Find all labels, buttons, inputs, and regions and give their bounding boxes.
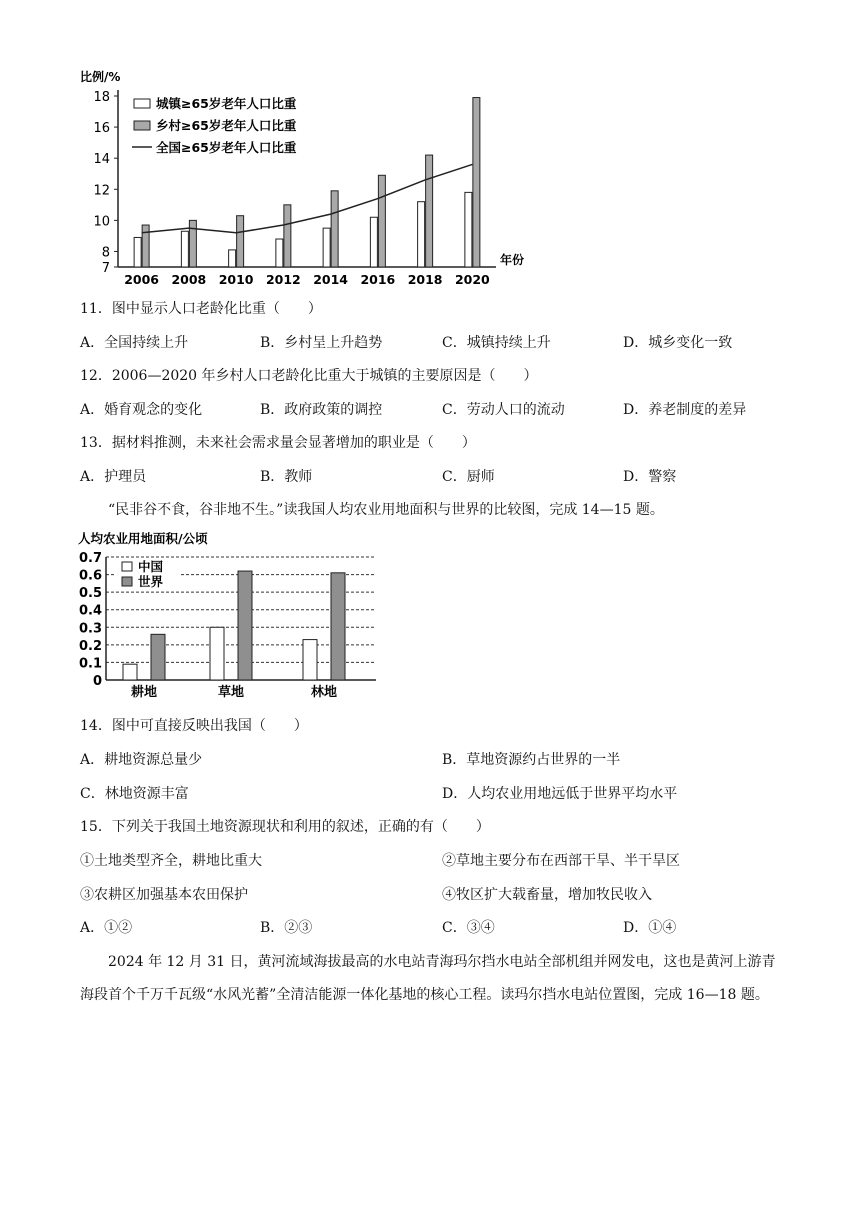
y-tick-label: 0.3 (78, 621, 102, 637)
legend-world-label: 世界 (138, 574, 164, 589)
q14-option-d[interactable]: D．人均农业用地远低于世界平均水平 (442, 786, 678, 802)
x-tick-label: 2012 (265, 272, 301, 287)
q13-stem: 13．据材料推测，未来社会需求量会显著增加的职业是（ ） (80, 435, 476, 451)
x-tick-label: 2018 (407, 272, 443, 287)
x-tick-label: 2016 (360, 272, 396, 287)
urban-bar (181, 231, 188, 267)
rural-bar (331, 191, 338, 267)
y-tick-label: 18 (93, 90, 110, 105)
x-tick-label: 林地 (310, 685, 338, 700)
urban-bar (418, 202, 425, 267)
chart2-y-axis-label: 人均农业用地面积/公顷 (78, 531, 208, 546)
q14-option-b[interactable]: B．草地资源约占世界的一半 (442, 752, 621, 768)
x-tick-label: 2010 (218, 272, 254, 287)
land-per-capita-chart (76, 530, 388, 702)
q12-stem: 12．2006—2020 年乡村人口老龄化比重大于城镇的主要原因是（ ） (80, 368, 538, 384)
urban-bar (134, 237, 141, 267)
q15-statement-4: ④牧区扩大载畜量，增加牧民收入 (442, 887, 652, 903)
rural-bar (426, 155, 433, 267)
x-tick-label: 2014 (313, 272, 349, 287)
y-tick-label: 14 (93, 152, 110, 168)
china-bar (210, 627, 224, 680)
q15-option-d[interactable]: D．①④ (623, 920, 677, 936)
legend-rural-swatch (134, 121, 150, 130)
q11-option-c[interactable]: C．城镇持续上升 (442, 335, 551, 351)
rural-bar (189, 220, 196, 267)
q14-stem: 14．图中可直接反映出我国（ ） (80, 718, 308, 734)
x-tick-label: 草地 (217, 685, 245, 700)
legend-china-label: 中国 (138, 559, 164, 574)
q11-option-b[interactable]: B．乡村呈上升趋势 (260, 335, 383, 351)
q13-option-a[interactable]: A．护理员 (80, 469, 147, 485)
intro-hydropower: 2024 年 12 月 31 日，黄河流域海拔最高的水电站青海玛尔挡水电站全部机组并网发电，这也是黄河上游青海段首个千万千瓦级“水风光蓄”全清洁能源一体化基地的核心工程。读玛尔挡水电站位置图，完成 16—18 题。 (80, 954, 776, 1003)
urban-bar (276, 239, 283, 267)
legend-urban-label: 城镇≥65岁老年人口比重 (156, 96, 297, 111)
urban-bar (229, 250, 236, 267)
legend-national-label: 全国≥65岁老年人口比重 (156, 140, 297, 155)
y-tick-label: 12 (93, 183, 110, 199)
q12-option-d[interactable]: D．养老制度的差异 (623, 402, 747, 418)
q13-option-c[interactable]: C．厨师 (442, 469, 495, 485)
rural-bar (142, 225, 149, 267)
urban-bar (465, 192, 472, 267)
rural-bar (284, 205, 291, 267)
q15-statement-2: ②草地主要分布在西部干旱、半干旱区 (442, 853, 680, 869)
world-bar (151, 634, 165, 680)
q13-option-b[interactable]: B．教师 (260, 469, 313, 485)
y-tick-label: 0.7 (78, 551, 102, 566)
intro-land-use: “民非谷不食，谷非地不生。”读我国人均农业用地面积与世界的比较图，完成 14—15 题。 (108, 502, 664, 518)
y-tick-label: 16 (93, 121, 110, 137)
legend-china-swatch (122, 562, 132, 571)
q15-statement-1: ①土地类型齐全，耕地比重大 (80, 853, 262, 869)
chart1-y-axis-label: 比例/% (80, 70, 121, 84)
y-tick-label: 7 (101, 261, 110, 276)
q15-option-a[interactable]: A．①② (80, 920, 133, 936)
y-tick-label: 0.1 (78, 656, 102, 672)
chart1-x-axis-label: 年份 (500, 253, 525, 267)
q11-option-d[interactable]: D．城乡变化一致 (623, 335, 733, 351)
world-bar (238, 571, 252, 680)
q15-statement-3: ③农耕区加强基本农田保护 (80, 887, 248, 903)
q11-stem: 11．图中显示人口老龄化比重（ ） (80, 301, 322, 317)
y-tick-label: 0 (92, 674, 102, 689)
china-bar (123, 664, 137, 680)
q15-option-b[interactable]: B．②③ (260, 920, 313, 936)
q15-option-c[interactable]: C．③④ (442, 920, 495, 936)
x-tick-label: 2008 (171, 272, 207, 287)
rural-bar (237, 216, 244, 267)
urban-bar (323, 228, 330, 267)
y-tick-label: 0.4 (78, 603, 102, 619)
rural-bar (378, 175, 385, 267)
y-tick-label: 0.6 (78, 568, 102, 584)
y-tick-label: 10 (93, 214, 110, 230)
q11-option-a[interactable]: A．全国持续上升 (80, 335, 189, 351)
china-bar (303, 640, 317, 680)
chart2-legend (116, 558, 180, 590)
q15-stem: 15．下列关于我国土地资源现状和利用的叙述，正确的有（ ） (80, 819, 490, 835)
q12-option-a[interactable]: A．婚育观念的变化 (80, 402, 203, 418)
q13-option-d[interactable]: D．警察 (623, 469, 677, 485)
y-tick-label: 0.2 (78, 638, 102, 654)
legend-urban-swatch (134, 99, 150, 108)
urban-bar (370, 217, 377, 267)
rural-bar (473, 98, 480, 267)
aging-population-chart (76, 62, 536, 297)
world-bar (331, 573, 345, 680)
x-tick-label: 2006 (124, 272, 160, 287)
chart1-legend (132, 96, 297, 155)
q14-option-c[interactable]: C．林地资源丰富 (80, 786, 189, 802)
x-tick-label: 2020 (454, 272, 490, 287)
y-tick-label: 8 (101, 245, 110, 261)
x-tick-label: 耕地 (130, 685, 158, 700)
q12-option-c[interactable]: C．劳动人口的流动 (442, 402, 565, 418)
legend-world-swatch (122, 577, 132, 586)
legend-rural-label: 乡村≥65岁老年人口比重 (156, 118, 297, 133)
q14-option-a[interactable]: A．耕地资源总量少 (80, 752, 203, 768)
q12-option-b[interactable]: B．政府政策的调控 (260, 402, 383, 418)
y-tick-label: 0.5 (78, 586, 102, 602)
